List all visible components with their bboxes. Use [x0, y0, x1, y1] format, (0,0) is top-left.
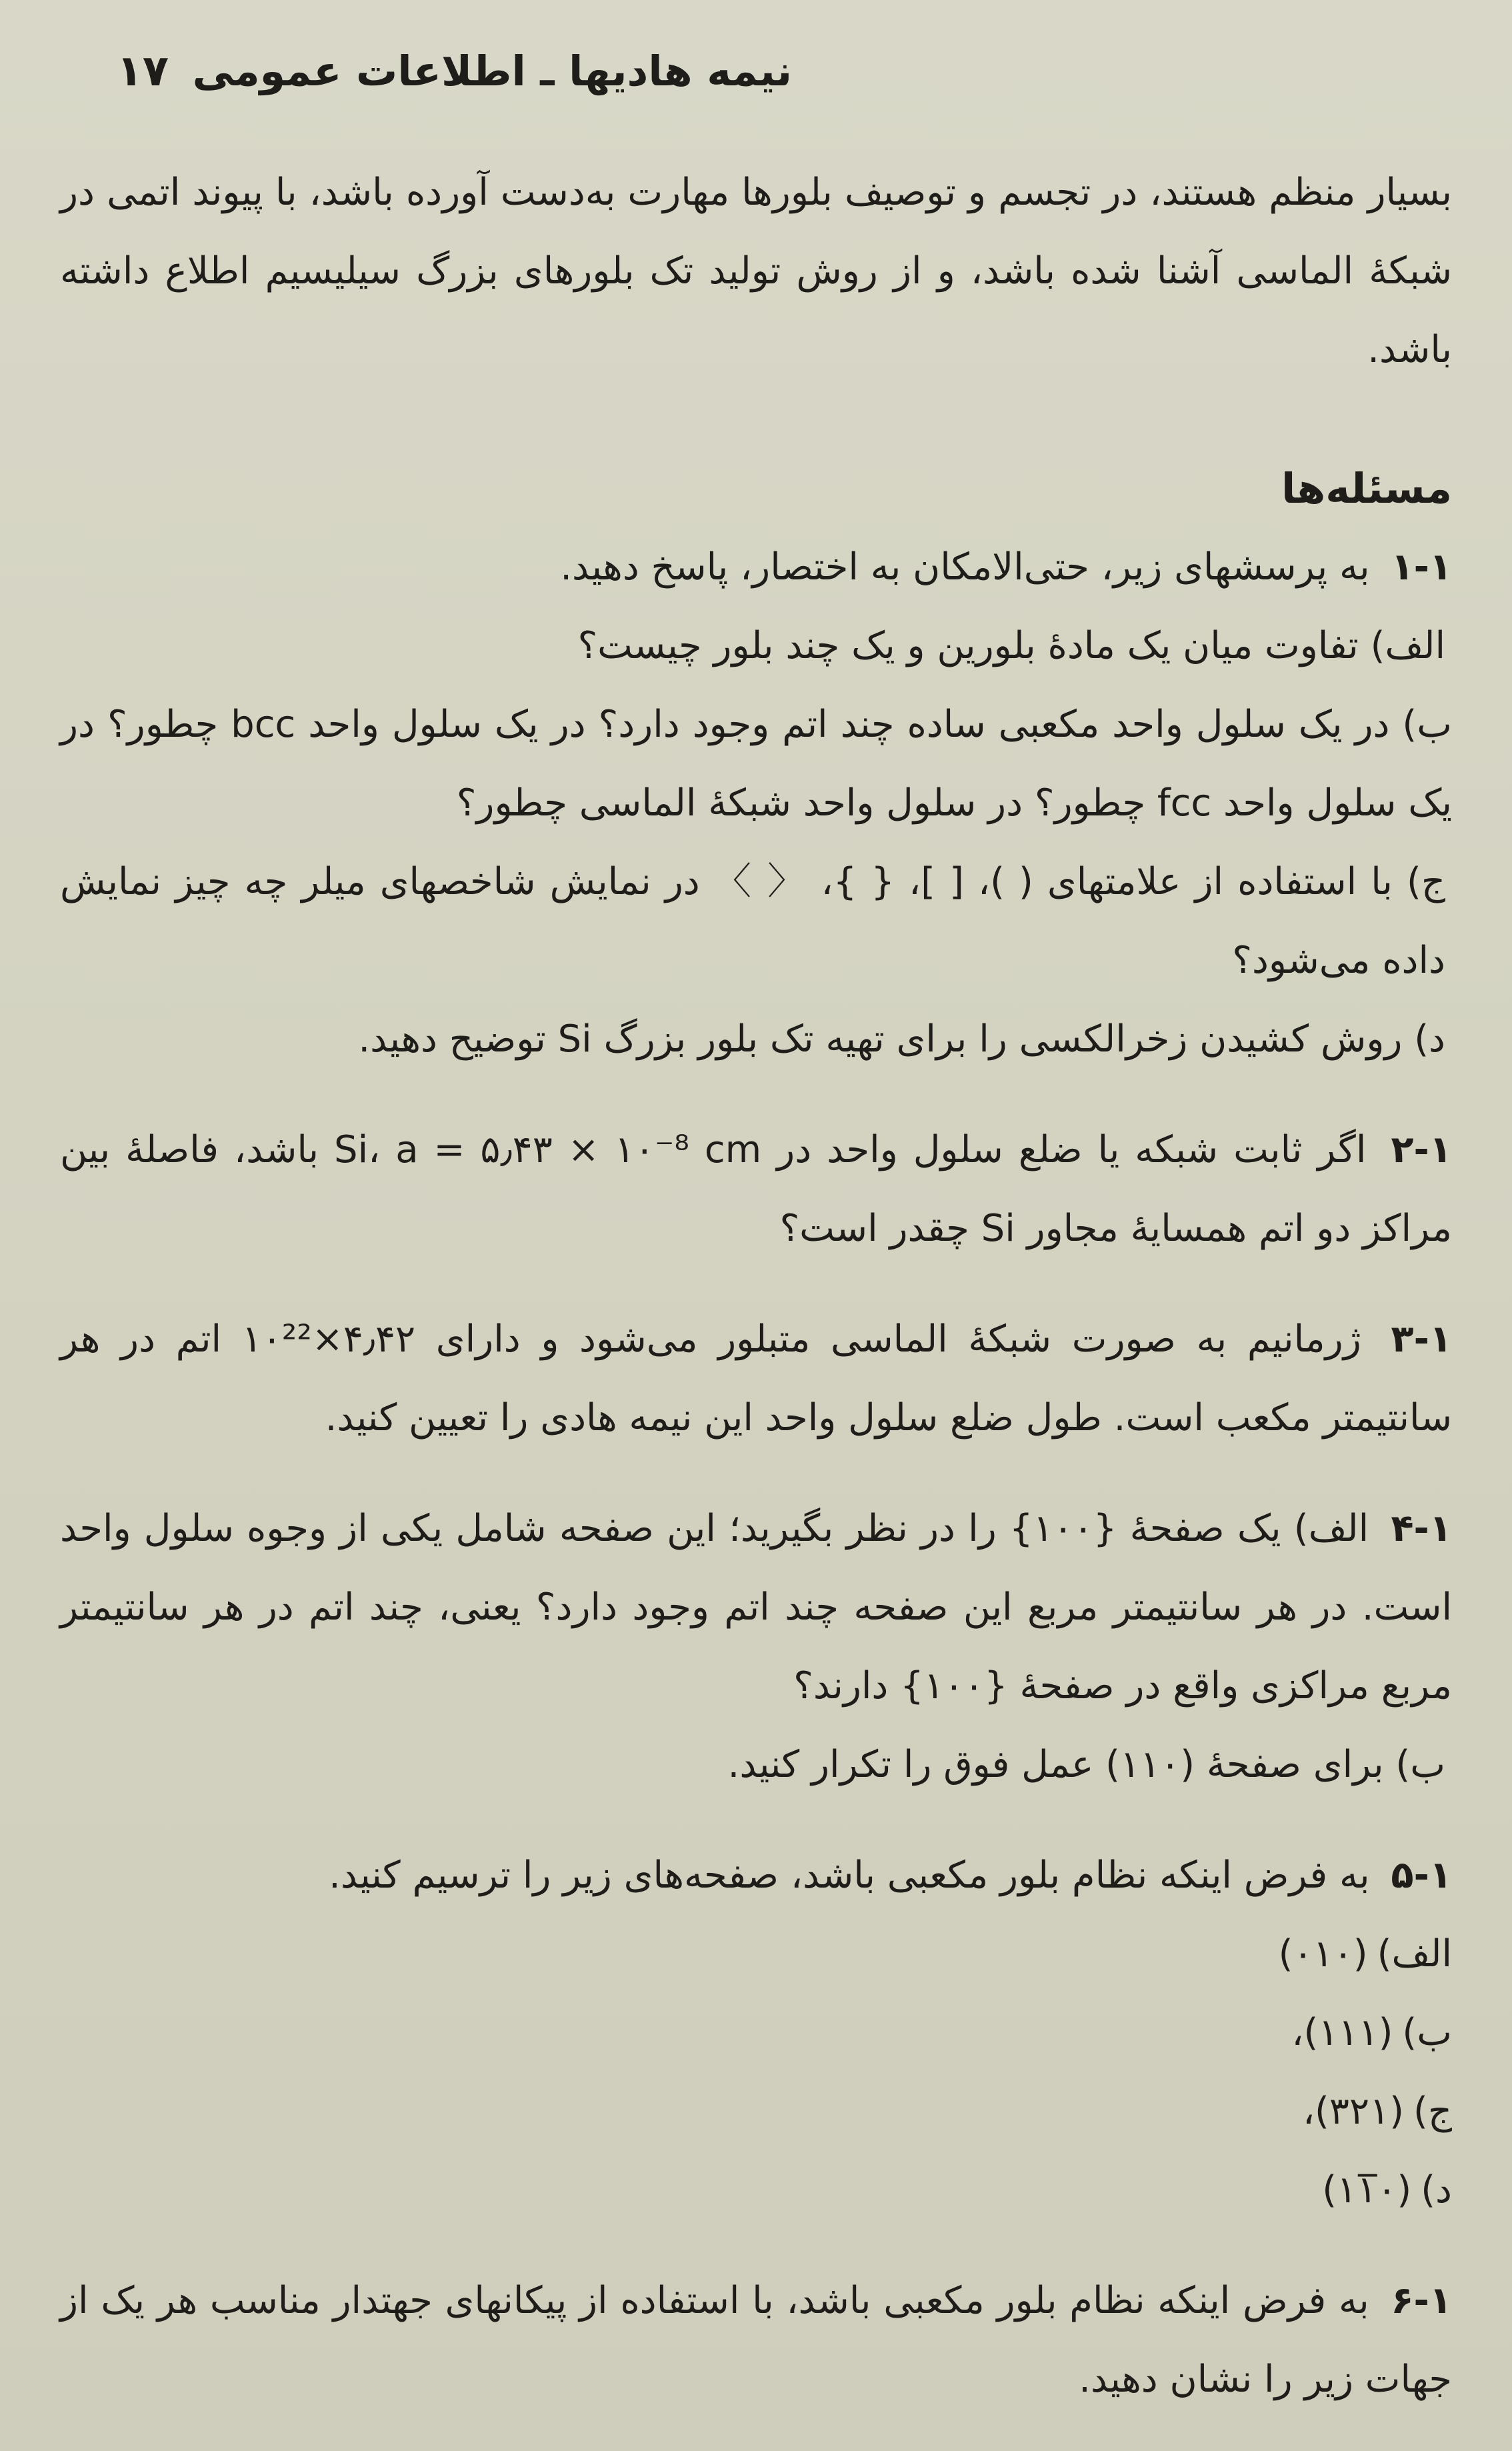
problem-1-5 [60, 1836, 1452, 2230]
item-label: ب) [1402, 2011, 1452, 2054]
problem-number: ۴-۱ [1391, 1507, 1452, 1550]
problem-number: ۳-۱ [1391, 1318, 1452, 1361]
miller-index: (۰۱۰) [1278, 1932, 1368, 1976]
item-label: د) [1421, 2168, 1452, 2212]
problem-part: ب) در یک سلول واحد مکعبی ساده چند اتم وجود دارد؟ در یک سلول واحد bcc چطور؟ در یک سلول واحد fcc چطور؟ در سلول واحد شبکهٔ الماسی چطور؟ [60, 703, 1452, 825]
running-header [60, 47, 792, 96]
list-item [60, 1915, 1452, 1994]
problem-1-4 [60, 1490, 1452, 1804]
list-item [60, 1994, 1452, 2072]
list-item [60, 2151, 1452, 2230]
header-title: نیمه هادیها ـ اطلاعات عمومی [192, 47, 792, 95]
miller-index: (۱۱̅۰) [1322, 2168, 1412, 2212]
page-number: ۱۷ [116, 47, 169, 96]
problem-1-6 [60, 2262, 1452, 2419]
problem-part: ب) برای صفحهٔ (۱۱۰) عمل فوق را تکرار کنید. [727, 1743, 1445, 1786]
plane-list [60, 1915, 1452, 2230]
problem-number: ۶-۱ [1391, 2279, 1452, 2322]
problem-text: ژرمانیم به صورت شبکهٔ الماسی متبلور می‌شود و دارای ۴٫۴۲×۱۰²² اتم در هر سانتیمتر مکعب است. طول ضلع سلول واحد این نیمه هادی را تعیین کنید. [60, 1318, 1452, 1440]
problem-number: ۲-۱ [1391, 1128, 1452, 1171]
problem-number: ۱-۱ [1391, 545, 1452, 589]
problem-text: به فرض اینکه نظام بلور مکعبی باشد، با استفاده از پیکانهای جهتدار مناسب هر یک از جهات زیر را نشان دهید. [60, 2279, 1452, 2401]
intro-paragraph: بسیار منظم هستند، در تجسم و توصیف بلورها مهارت به‌دست آورده باشد، با پیوند اتمی در شبکهٔ الماسی آشنا شده باشد، و از روش تولید تک بلورهای بزرگ سیلیسیم اطلاع داشته باشد. [60, 171, 1452, 371]
problem-1-3 [60, 1300, 1452, 1458]
item-label: الف) [1377, 1932, 1452, 1976]
problem-part: د) روش کشیدن زخرالکسی را برای تهیه تک بلور بزرگ Si توضیح دهید. [358, 1017, 1445, 1061]
page-body [60, 153, 1452, 2419]
problem-text: به پرسشهای زیر، حتی‌الامکان به اختصار، پاسخ دهید. [560, 545, 1370, 589]
miller-index: (۱۱۱)، [1291, 2011, 1393, 2054]
problem-text: الف) یک صفحهٔ {۱۰۰} را در نظر بگیرید؛ این صفحه شامل یکی از وجوه سلول واحد است. در هر سانتیمتر مربع این صفحه چند اتم وجود دارد؟ یعنی، چند اتم در هر سانتیمتر مربع مراکزی واقع در صفحهٔ {۱۰۰} دارند؟ [60, 1507, 1452, 1708]
problem-1-2 [60, 1111, 1452, 1268]
problem-part: الف) تفاوت میان یک مادهٔ بلورین و یک چند بلور چیست؟ [577, 624, 1445, 667]
item-label: ج) [1413, 2090, 1452, 2133]
problem-text: اگر ثابت شبکه یا ضلع سلول واحد در Si، a = ۵٫۴۳ × ۱۰⁻⁸ cm باشد، فاصلهٔ بین مراکز دو اتم همسایهٔ مجاور Si چقدر است؟ [60, 1128, 1452, 1250]
problem-text: به فرض اینکه نظام بلور مکعبی باشد، صفحه‌های زیر را ترسیم کنید. [329, 1854, 1370, 1897]
problem-part: ج) با استفاده از علامتهای ( )، [ ]، { }، 〈 〉 در نمایش شاخصهای میلر چه چیز نمایش داده می‌شود؟ [60, 860, 1445, 982]
section-title: مسئله‌ها [1281, 464, 1452, 513]
list-item [60, 2072, 1452, 2151]
problem-number: ۵-۱ [1391, 1854, 1452, 1897]
miller-index: (۳۲۱)، [1302, 2090, 1404, 2133]
problem-1-1 [60, 528, 1452, 1079]
